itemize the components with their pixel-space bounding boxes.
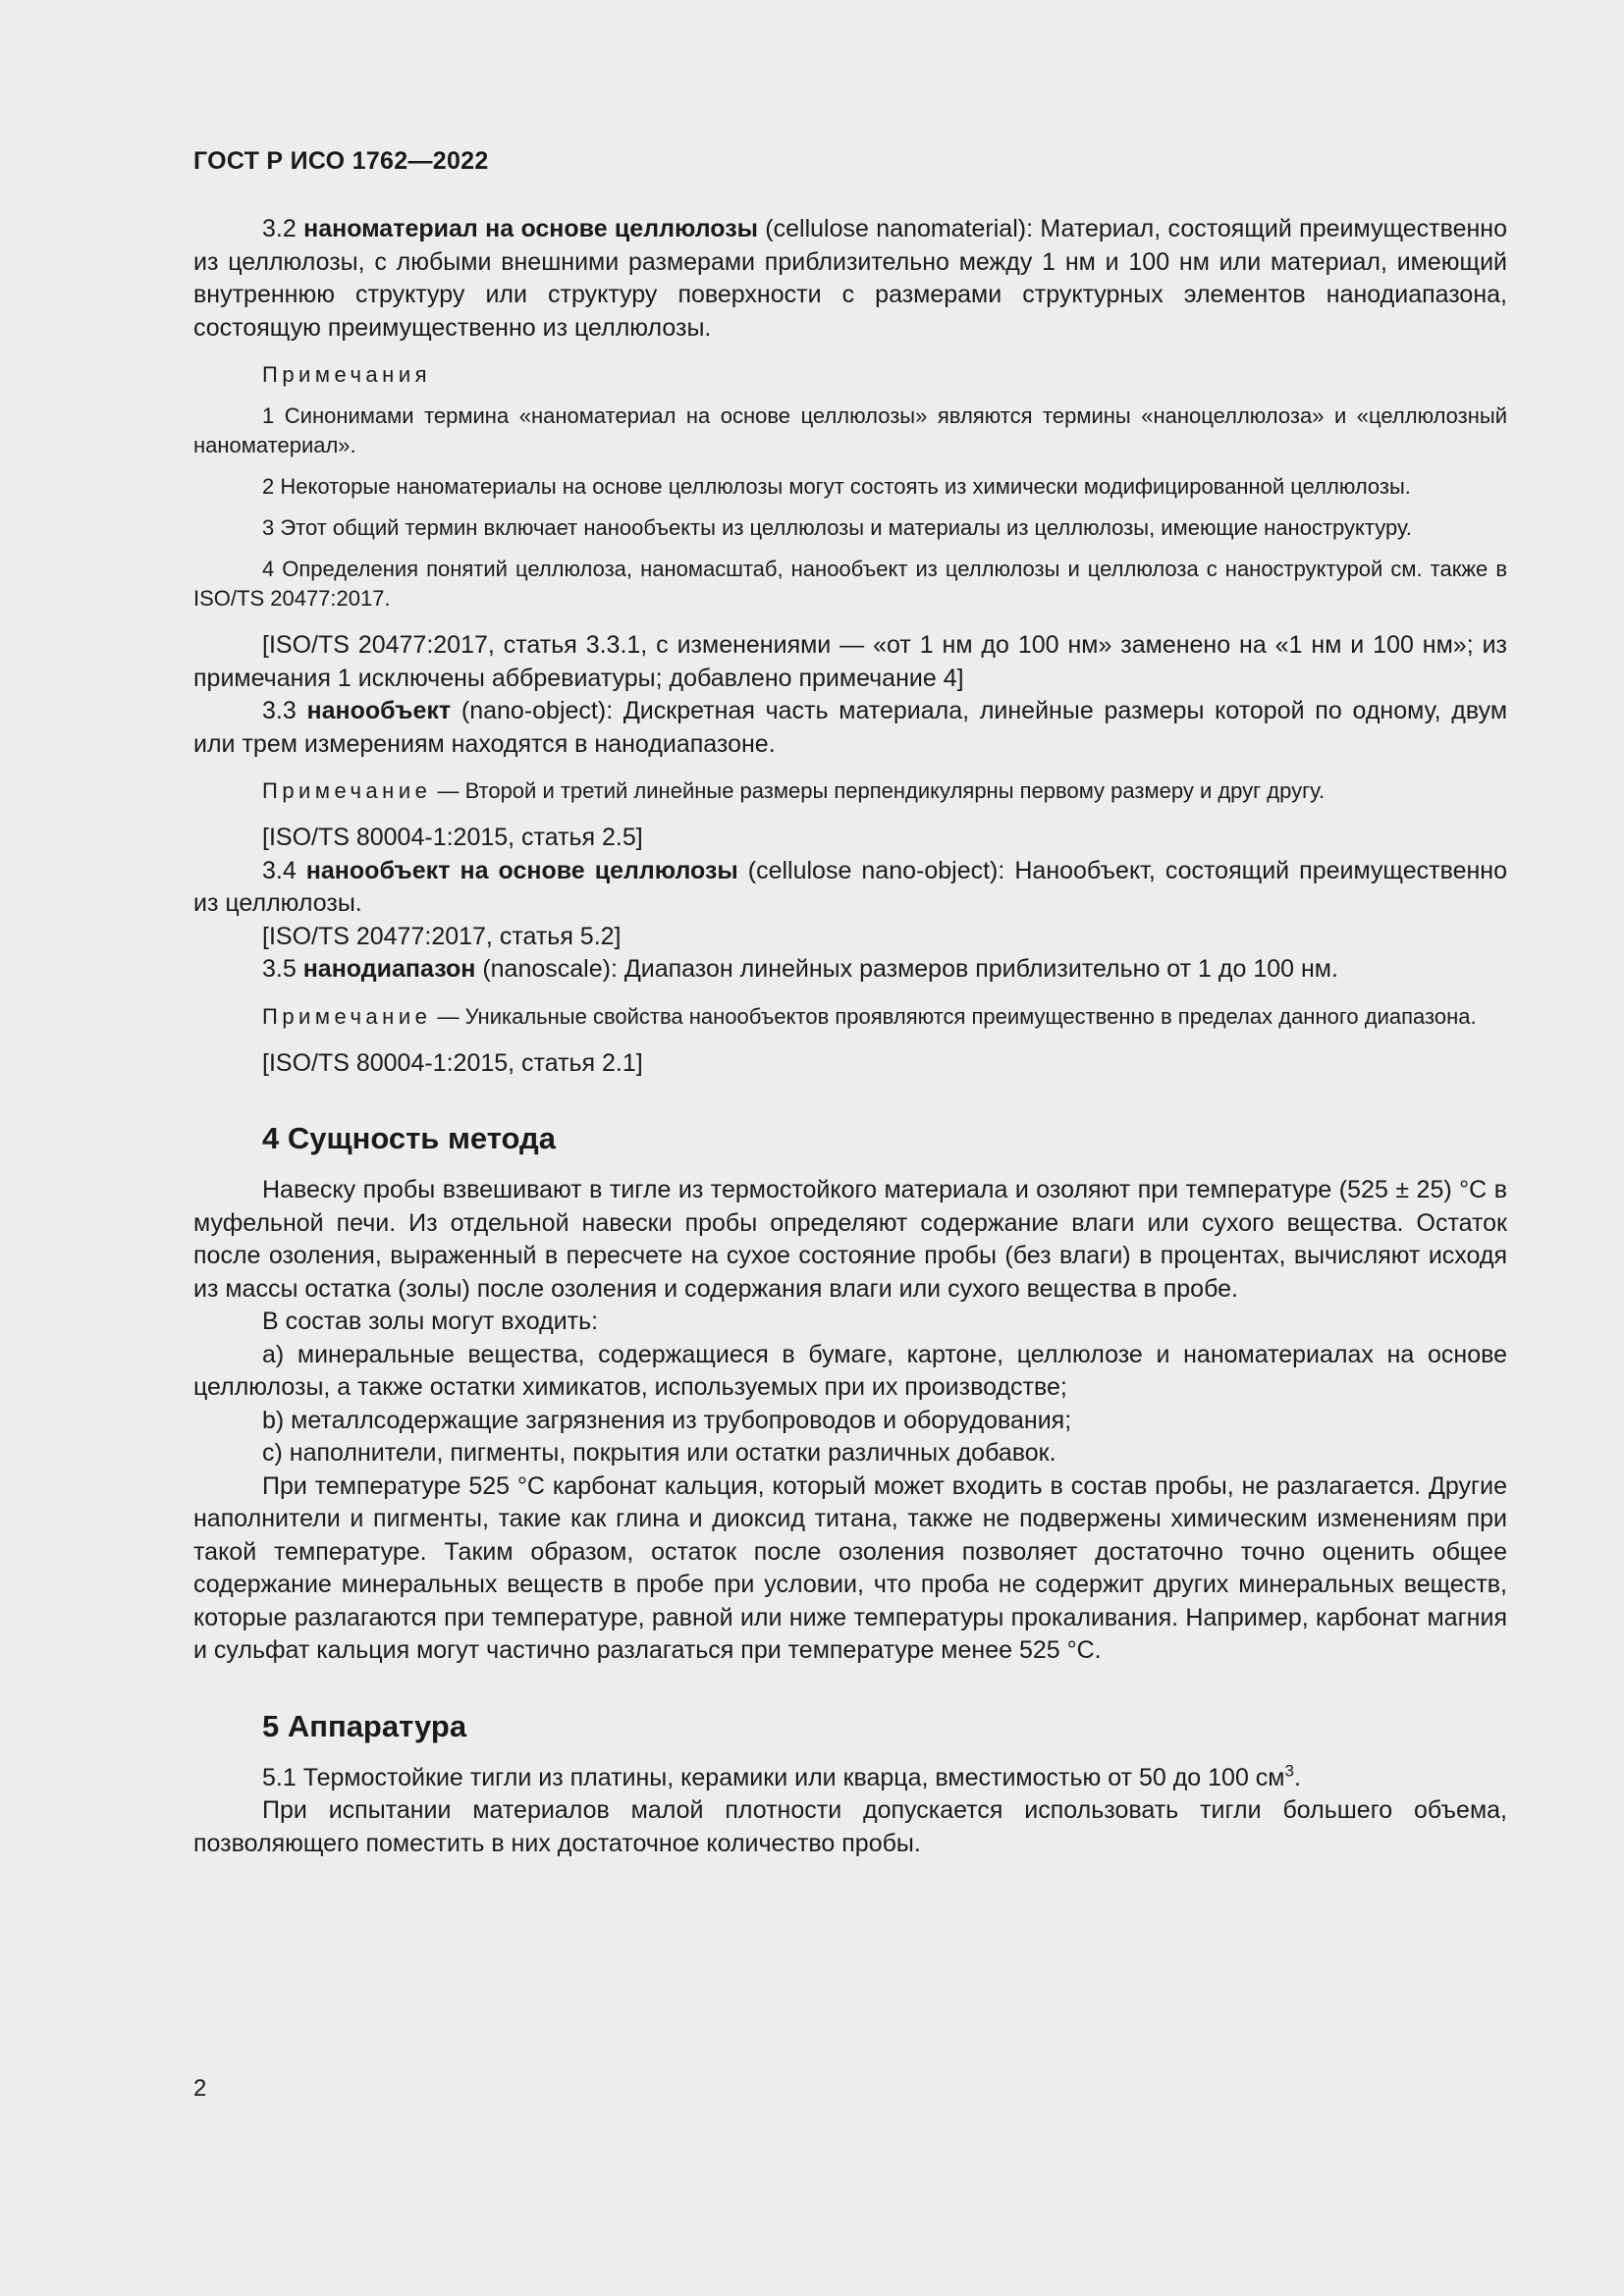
term-definition: (nano-object): Дискретная часть материала, линейные размеры которой по одному, двум или трем измерениям находятся в нанодиапазоне. <box>193 697 1508 758</box>
term-3-4 <box>193 855 1507 921</box>
paragraph-end: . <box>1293 1763 1301 1791</box>
reference-3-5: [ISO/TS 80004-1:2015, статья 2.1] <box>262 1048 643 1077</box>
superscript: 3 <box>1284 1761 1294 1781</box>
note-label: Примечание <box>262 778 432 803</box>
term-number: 3.3 <box>262 697 307 724</box>
note-3-5 <box>193 1002 1507 1032</box>
term-name: нанодиапазон <box>302 955 476 983</box>
note-2: 2 Некоторые наноматериалы на основе целлюлозы могут состоять из химически модифицированной целлюлозы. <box>262 474 1411 499</box>
page-number: 2 <box>193 2075 207 2102</box>
term-3-2 <box>193 213 1507 345</box>
section-5-paragraph-2: При испытании материалов малой плотности допускается использовать тигли большего объема, позволяющего поместить в них достаточное количество пробы. <box>193 1796 1507 1857</box>
paragraph-text: 5.1 Термостойкие тигли из платины, керамики или кварца, вместимостью от 50 до 100 см <box>262 1763 1285 1791</box>
section-4-paragraph-3: При температуре 525 °С карбонат кальция, который может входить в состав пробы, не разлагается. Другие наполнители и пигменты, такие как глина и диоксид титана, также не подвержены химическим изменениям при такой температуре. Таким образом, остаток после озоления позволяет достаточно точно оценить общее содержание минеральных веществ в пробе при условии, что проба не содержит других минеральных веществ, которые разлагаются при температуре, равной или ниже температуры прокаливания. Например, карбонат магния и сульфат кальция могут частично разлагаться при температуре менее 525 °С. <box>193 1471 1507 1664</box>
term-name: наноматериал на основе целлюлозы <box>303 215 758 242</box>
section-4-title: 4 Сущность метода <box>262 1121 556 1155</box>
term-number: 3.2 <box>262 215 304 242</box>
note-1: 1 Синонимами термина «наноматериал на основе целлюлозы» являются термины «наноцеллюлоза» и «целлюлозный наноматериал». <box>193 403 1507 457</box>
term-name: нанообъект на основе целлюлозы <box>305 856 738 884</box>
term-number: 3.5 <box>262 955 303 983</box>
term-3-5 <box>193 953 1507 987</box>
list-item-a: a) минеральные вещества, содержащиеся в бумаге, картоне, целлюлозе и наноматериалах на основе целлюлозы, а также остатки химикатов, используемых при их производстве; <box>193 1340 1507 1401</box>
term-number: 3.4 <box>262 856 306 884</box>
note-3: 3 Этот общий термин включает нанообъекты из целлюлозы и материалы из целлюлозы, имеющие наноструктуру. <box>262 515 1412 540</box>
term-definition: (cellulose nano-object): Нанообъект, состоящий преимущественно из целлюлозы. <box>193 856 1507 917</box>
note-text: — Уникальные свойства нанообъектов проявляются преимущественно в пределах данного диапазона. <box>431 1003 1477 1029</box>
term-definition: (cellulose nanomaterial): Материал, состоящий преимущественно из целлюлозы, с любыми внешними размерами приблизительно между 1 нм и 100 нм или материал, имеющий внутреннюю структуру или структуру поверхности с размерами структурных элементов нанодиапазона, состоящую преимущественно из целлюлозы. <box>193 215 1508 342</box>
section-5-paragraph-1 <box>193 1762 1507 1795</box>
term-name: нанообъект <box>306 697 452 724</box>
document-page <box>193 147 1507 1860</box>
note-label: Примечание <box>262 1003 432 1029</box>
note-text: — Второй и третий линейные размеры перпендикулярны первому размеру и друг другу. <box>431 778 1326 803</box>
term-definition: (nanoscale): Диапазон линейных размеров приблизительно от 1 до 100 нм. <box>475 955 1338 983</box>
list-item-c: c) наполнители, пигменты, покрытия или остатки различных добавок. <box>262 1439 1056 1467</box>
section-4-paragraph-1: Навеску пробы взвешивают в тигле из термостойкого материала и озоляют при температуре (525 ± 25) °С в муфельной печи. Из отдельной навески пробы определяют содержание влаги или сухого вещества. Остаток после озоления, выраженный в пересчете на сухое состояние пробы (без влаги) в процентах, вычисляют исходя из массы остатка (золы) после озоления и содержания влаги или сухого вещества в пробе. <box>193 1176 1507 1303</box>
list-item-b: b) металлсодержащие загрязнения из трубопроводов и оборудования; <box>262 1406 1072 1434</box>
reference-3-2: [ISO/TS 20477:2017, статья 3.3.1, с изменениями — «от 1 нм до 100 нм» заменено на «1 нм и 100 нм»; из примечания 1 исключены аббревиатуры; добавлено примечание 4] <box>193 631 1507 692</box>
note-3-3 <box>193 776 1507 806</box>
reference-3-3: [ISO/TS 80004-1:2015, статья 2.5] <box>262 824 643 851</box>
document-header: ГОСТ Р ИСО 1762—2022 <box>193 147 489 175</box>
note-4: 4 Определения понятий целлюлоза, наномасштаб, нанообъект из целлюлозы и целлюлоза с наноструктурой см. также в ISO/TS 20477:2017. <box>193 557 1507 611</box>
section-4-paragraph-2: В состав золы могут входить: <box>262 1308 599 1335</box>
notes-title: Примечания <box>262 362 432 387</box>
reference-3-4: [ISO/TS 20477:2017, статья 5.2] <box>262 922 622 950</box>
section-5-title: 5 Аппаратура <box>262 1708 467 1743</box>
term-3-3 <box>193 695 1507 761</box>
